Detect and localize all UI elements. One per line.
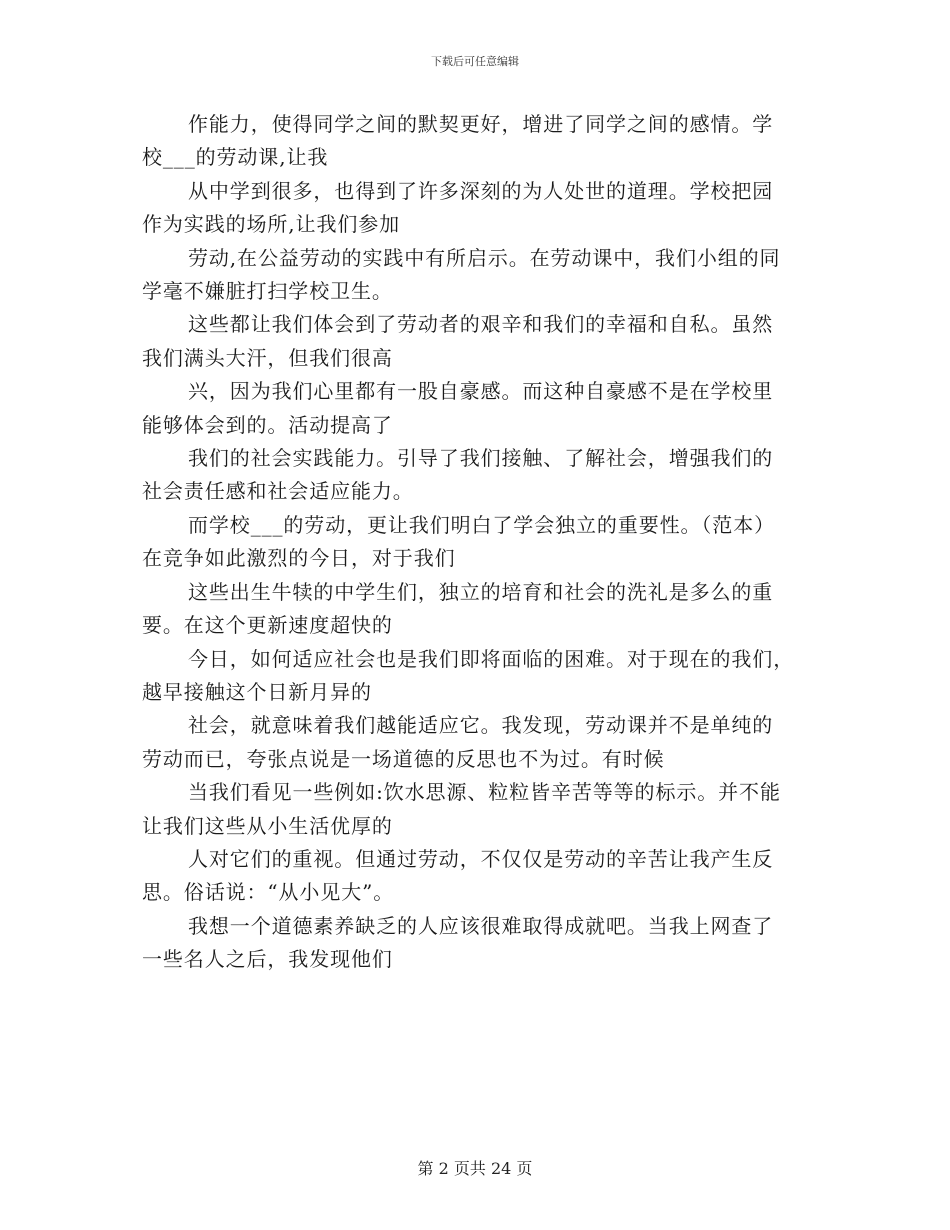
paragraph — [142, 308, 812, 375]
paragraph — [142, 509, 812, 576]
paragraph — [142, 843, 812, 910]
paragraph — [142, 108, 812, 175]
paragraph-line: 这些出生牛犊的中学生们，独立的培育和社会的洗礼是多么的重 — [188, 579, 774, 604]
paragraph-line: 劳动而已，夸张点说是一场道德的反思也不为过。有时候 — [142, 746, 665, 771]
paragraph-line: 社会，就意味着我们越能适应它。我发现，劳动课并不是单纯的 — [188, 713, 774, 738]
page-number: 第 2 页共 24 页 — [417, 1159, 533, 1178]
paragraph-line: 当我们看见一些例如:饮水思源、粒粒皆辛苦等等的标示。并不能 — [188, 780, 781, 805]
header-note: 下载后可任意编辑 — [431, 55, 519, 68]
paragraph-line: 要。在这个更新速度超快的 — [142, 613, 393, 638]
paragraph-line: 人对它们的重视。但通过劳动，不仅仅是劳动的辛苦让我产生反 — [188, 846, 774, 871]
paragraph-line: 作能力，使得同学之间的默契更好，增进了同学之间的感情。学 — [188, 112, 774, 136]
paragraph-line: 校___的劳动课,让我 — [142, 145, 329, 170]
paragraph-line: 作为实践的场所,让我们参加 — [142, 212, 401, 237]
paragraph — [142, 776, 812, 843]
paragraph-line: 思。俗话说：“从小见大”。 — [142, 880, 395, 905]
paragraph — [142, 709, 812, 776]
paragraph-line: 我们的社会实践能力。引导了我们接触、了解社会，增强我们的 — [188, 446, 774, 471]
paragraph-line: 我想一个道德素养缺乏的人应该很难取得成就吧。当我上网查了 — [188, 913, 774, 938]
paragraph — [142, 442, 812, 509]
paragraph-line: 一些名人之后，我发现他们 — [142, 947, 393, 972]
document-body — [142, 108, 812, 977]
paragraph-line: 社会责任感和社会适应能力。 — [142, 479, 414, 504]
paragraph — [142, 242, 812, 309]
paragraph-line: 兴，因为我们心里都有一股自豪感。而这种自豪感不是在学校里 — [188, 379, 774, 404]
paragraph-line: 劳动,在公益劳动的实践中有所启示。在劳动课中，我们小组的同 — [188, 245, 781, 270]
paragraph — [142, 175, 812, 242]
paragraph-line: 我们满头大汗，但我们很高 — [142, 345, 393, 370]
paragraph-line: 让我们这些从小生活优厚的 — [142, 813, 393, 838]
paragraph-line: 越早接触这个日新月异的 — [142, 679, 372, 704]
paragraph — [142, 910, 812, 977]
paragraph-line: 学毫不嫌脏打扫学校卫生。 — [142, 279, 393, 304]
paragraph — [142, 375, 812, 442]
paragraph-line: 今日，如何适应社会也是我们即将面临的困难。对于现在的我们， — [188, 646, 795, 671]
paragraph-line: 能够体会到的。活动提高了 — [142, 412, 393, 437]
paragraph-line: 这些都让我们体会到了劳动者的艰辛和我们的幸福和自私。虽然 — [188, 312, 774, 337]
paragraph-line: 在竞争如此激烈的今日，对于我们 — [142, 546, 456, 571]
paragraph-line: 而学校___的劳动，更让我们明白了学会独立的重要性。（范本） — [188, 512, 775, 537]
paragraph-line: 从中学到很多，也得到了许多深刻的为人处世的道理。学校把园 — [188, 178, 774, 203]
paragraph — [142, 643, 812, 710]
paragraph — [142, 576, 812, 643]
